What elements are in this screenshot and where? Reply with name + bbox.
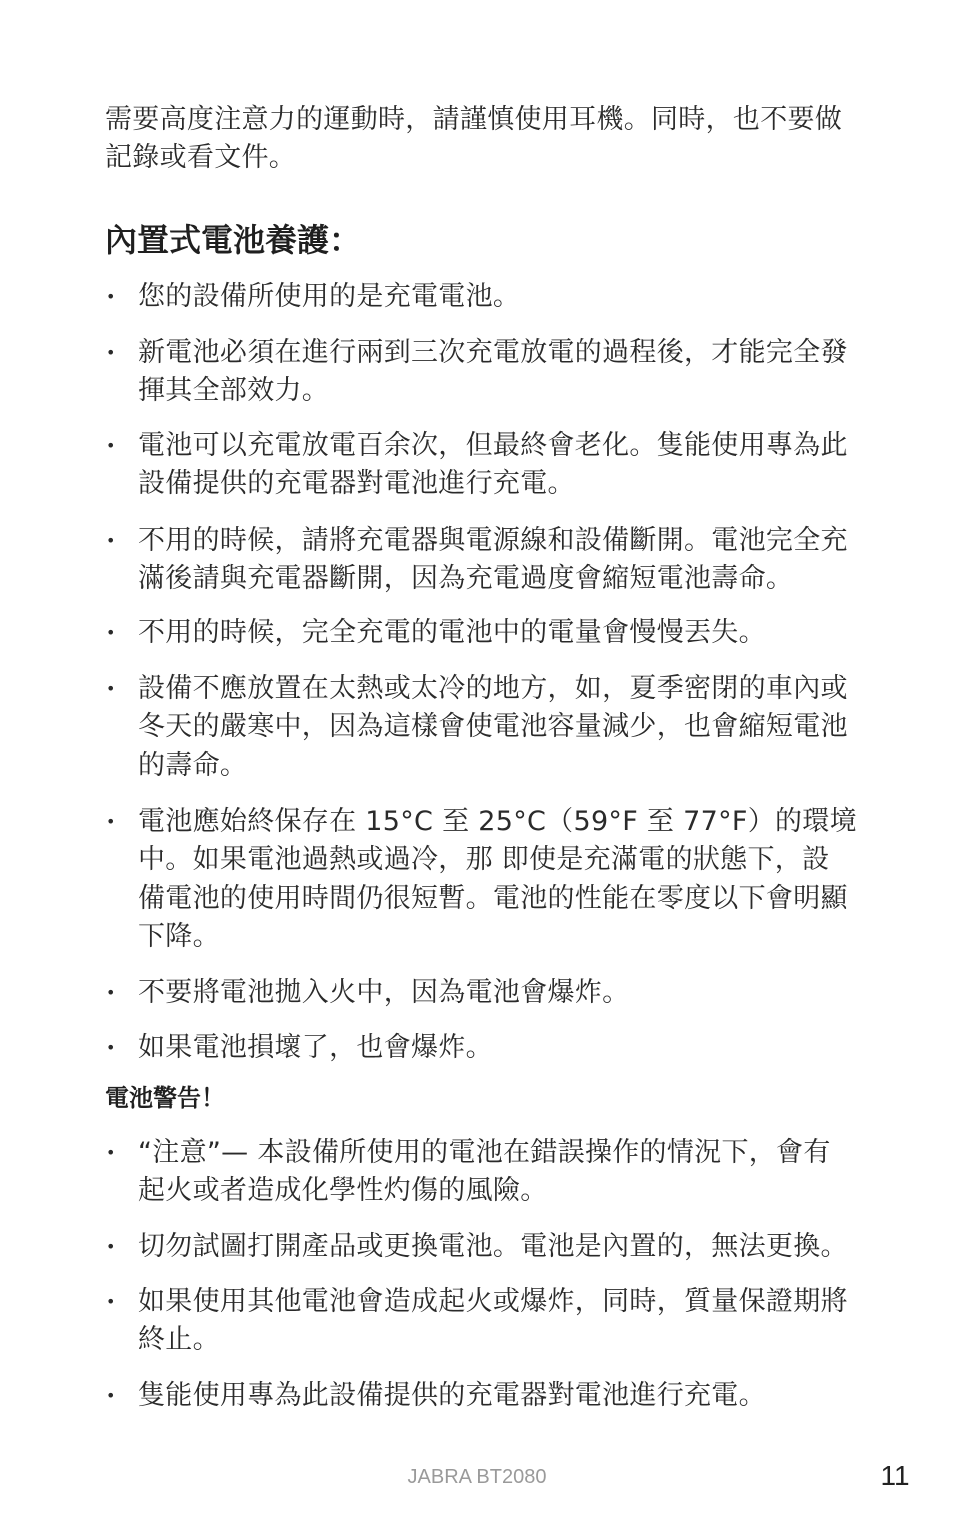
- list-item: [106, 614, 766, 652]
- bullet-icon: •: [106, 679, 116, 698]
- text-line: 不用的時候，完全充電的電池中的電量會慢慢丟失。: [138, 617, 766, 648]
- text-line: 下降。: [138, 920, 220, 952]
- list-item: [106, 334, 848, 411]
- subheading-battery-warning: 電池警告！: [105, 1084, 225, 1112]
- page-number: 11: [880, 1460, 910, 1491]
- text-line: 電池應始終保存在 15°C 至 25°C（59°F 至 77°F）的環境: [138, 806, 857, 837]
- list-item: [106, 1228, 848, 1266]
- bullet-icon: •: [106, 1038, 116, 1057]
- bullet-icon: •: [106, 623, 116, 642]
- bullet-icon: •: [106, 436, 116, 455]
- list-item: [106, 522, 848, 599]
- text-line: 揮其全部效力。: [138, 375, 330, 407]
- text-line: 您的設備所使用的是充電電池。: [138, 281, 521, 312]
- text-line: 如果使用其他電池會造成起火或爆炸，同時，質量保證期將: [138, 1286, 848, 1317]
- text-line: 終止。: [138, 1324, 220, 1356]
- text-line: 不要將電池拋入火中，因為電池會爆炸。: [138, 977, 630, 1008]
- list-item: [106, 670, 848, 785]
- list-item: [106, 1283, 848, 1360]
- list-item: [106, 278, 521, 316]
- list-item: [106, 427, 848, 504]
- text-line: 設備提供的充電器對電池進行充電。: [138, 468, 575, 500]
- text-line: 備電池的使用時間仍很短暫。電池的性能在零度以下會明顯: [138, 882, 848, 914]
- footer-product-name: JABRA BT2080: [407, 1466, 547, 1488]
- text-line: 如果電池損壞了，也會爆炸。: [138, 1032, 493, 1063]
- text-line: 切勿試圖打開產品或更換電池。電池是內置的，無法更換。: [138, 1231, 848, 1262]
- bullet-icon: •: [106, 1292, 116, 1311]
- intro-paragraph: [105, 101, 842, 178]
- bullet-icon: •: [106, 531, 116, 550]
- text-line: 滿後請與充電器斷開，因為充電過度會縮短電池壽命。: [138, 563, 794, 595]
- text-line: 中。如果電池過熱或過冷，那 即使是充滿電的狀態下，設: [138, 844, 830, 876]
- list-item: [106, 803, 857, 956]
- text-line: 設備不應放置在太熱或太冷的地方，如，夏季密閉的車內或: [138, 673, 848, 704]
- list-item: [106, 1377, 766, 1415]
- text-line: 起火或者造成化學性灼傷的風險。: [138, 1175, 548, 1207]
- bullet-icon: •: [106, 983, 116, 1002]
- bullet-icon: •: [106, 1237, 116, 1256]
- list-item: [106, 1029, 493, 1067]
- text-line: 冬天的嚴寒中，因為這樣會使電池容量減少，也會縮短電池: [138, 711, 848, 743]
- bullet-icon: •: [106, 1143, 116, 1162]
- text-line: 的壽命。: [138, 749, 248, 781]
- text-line: 記錄或看文件。: [105, 142, 297, 174]
- text-line: “注意”— 本設備所使用的電池在錯誤操作的情況下，會有: [138, 1137, 831, 1168]
- text-line: 需要高度注意力的運動時，請謹慎使用耳機。同時，也不要做: [105, 104, 843, 135]
- bullet-icon: •: [106, 287, 116, 306]
- section-heading-battery-care: 內置式電池養護：: [105, 221, 362, 259]
- bullet-icon: •: [106, 1386, 116, 1405]
- bullet-icon: •: [106, 343, 116, 362]
- text-line: 新電池必須在進行兩到三次充電放電的過程後，才能完全發: [138, 337, 848, 368]
- text-line: 不用的時候，請將充電器與電源線和設備斷開。電池完全充: [138, 525, 848, 556]
- bullet-icon: •: [106, 812, 116, 831]
- text-line: 隻能使用專為此設備提供的充電器對電池進行充電。: [138, 1380, 766, 1411]
- list-item: [106, 1134, 831, 1211]
- list-item: [106, 974, 630, 1012]
- text-line: 電池可以充電放電百余次，但最終會老化。隻能使用專為此: [138, 430, 848, 461]
